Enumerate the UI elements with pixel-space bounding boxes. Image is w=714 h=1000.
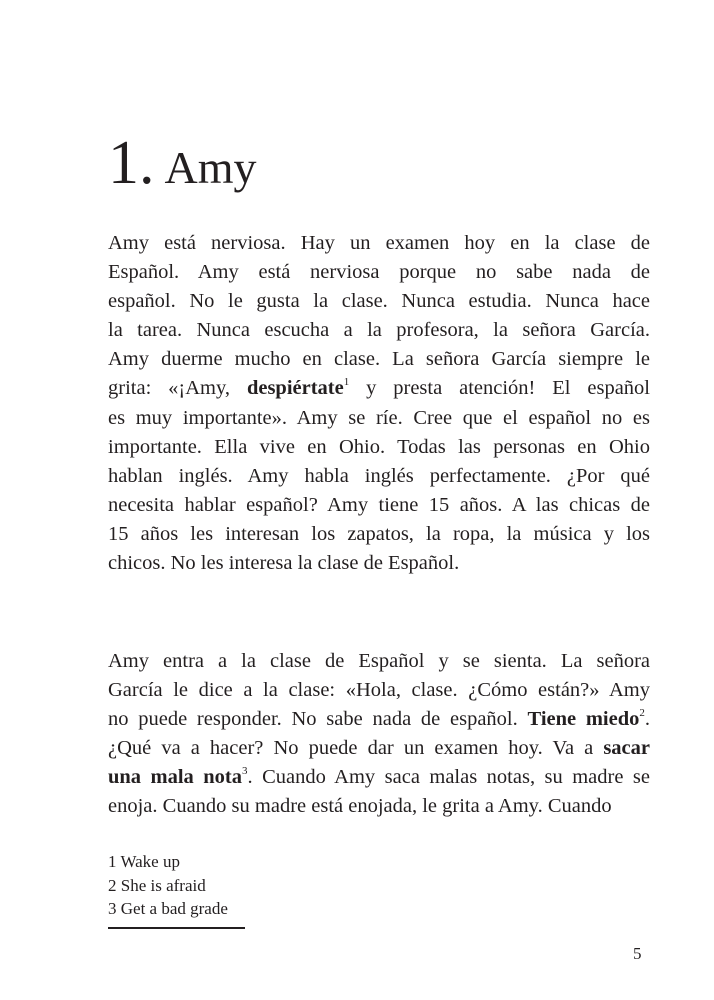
text-segment: ¿Qué va a hacer? No puede dar un examen hoy. Va a <box>108 737 604 760</box>
vocab-term: despiértate <box>246 377 344 400</box>
text-segment: español. No le gusta la clase. Nunca estudia. Nunca hace <box>108 290 650 313</box>
text-segment: la tarea. Nunca escucha a la profesora, la señora García. <box>108 319 650 342</box>
footnote-1: 1 Wake up <box>108 852 180 871</box>
text-segment: es muy importante». Amy se ríe. Cree que el español no es <box>108 406 650 429</box>
text-segment: García le dice a la clase: «Hola, clase. ¿Cómo están?» Amy <box>108 679 650 702</box>
text-segment: importante. Ella vive en Ohio. Todas las personas en Ohio <box>108 435 650 458</box>
text-line <box>108 287 650 316</box>
footnote-ref: 2 <box>639 707 645 720</box>
text-segment: . Cuando Amy saca malas notas, su madre se <box>247 766 650 789</box>
chapter-title: Amy <box>164 142 257 193</box>
text-line <box>108 316 650 345</box>
text-segment: Amy está nerviosa. Hay un examen hoy en la clase de <box>108 232 650 254</box>
text-segment: Español. Amy está nerviosa porque no sabe nada de <box>108 261 650 284</box>
text-segment: grita: «¡Amy, <box>108 377 247 400</box>
text-segment: necesita hablar español? Amy tiene 15 años. A las chicas de <box>108 493 650 516</box>
chapter-heading <box>108 128 257 199</box>
paragraph-2 <box>108 647 650 822</box>
text-segment: . <box>644 708 651 731</box>
text-line <box>108 549 650 578</box>
text-line <box>108 462 650 491</box>
text-line <box>108 345 650 374</box>
text-segment: Amy duerme mucho en clase. La señora García siempre le <box>108 348 650 371</box>
text-segment: 15 años les interesan los zapatos, la ropa, la música y los <box>108 522 650 545</box>
text-segment: no puede responder. No sabe nada de español. <box>108 708 528 731</box>
footnotes <box>108 850 228 921</box>
text-line <box>108 491 650 520</box>
footnote-3: 3 Get a bad grade <box>108 899 228 918</box>
text-line <box>108 229 650 258</box>
vocab-term: una mala nota <box>108 766 242 789</box>
page-number: 5 <box>633 944 642 963</box>
text-line <box>108 676 650 705</box>
footnote-divider <box>108 927 245 929</box>
vocab-term: Tiene miedo <box>527 708 640 731</box>
text-line <box>108 404 650 433</box>
text-segment: enoja. Cuando su madre está enojada, le grita a Amy. Cuando <box>108 795 612 818</box>
footnote-2: 2 She is afraid <box>108 875 206 895</box>
text-line <box>108 647 650 676</box>
text-line <box>108 734 650 763</box>
text-segment: hablan inglés. Amy habla inglés perfectamente. ¿Por qué <box>108 464 650 487</box>
text-segment: chicos. No les interesa la clase de Español. <box>108 552 460 575</box>
text-segment: Amy entra a la clase de Español y se sienta. La señora <box>108 650 650 672</box>
text-line <box>108 258 650 287</box>
footnote-ref: 1 <box>343 376 350 389</box>
vocab-term: sacar <box>603 737 650 760</box>
text-segment: y presta atención! El español <box>349 377 650 400</box>
text-line <box>108 763 650 792</box>
text-line <box>108 374 650 403</box>
chapter-number: 1. <box>108 129 155 197</box>
text-line <box>108 705 650 734</box>
footnote-ref: 3 <box>241 765 248 778</box>
text-line <box>108 433 650 462</box>
text-line <box>108 792 650 821</box>
text-line <box>108 520 650 549</box>
paragraph-1 <box>108 229 650 578</box>
